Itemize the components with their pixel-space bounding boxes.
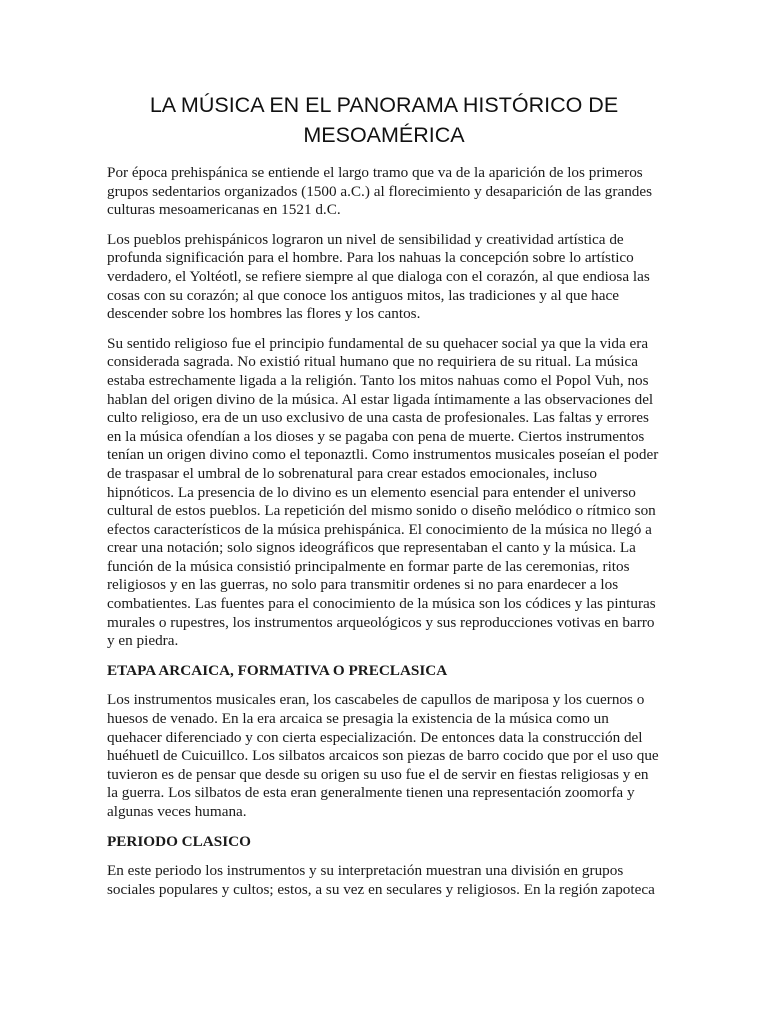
title-line-1: LA MÚSICA EN EL PANORAMA HISTÓRICO DE — [149, 93, 619, 117]
title-line-2: MESOAMÉRICA — [303, 123, 465, 147]
classic-paragraph: En este periodo los instrumentos y su interpretación muestran una división en grupos sociales populares y cultos; estos, a su vez en seculares y religiosos. En la región zapoteca — [107, 862, 655, 898]
intro-paragraph: Por época prehispánica se entiende el largo tramo que va de la aparición de los primeros grupos sedentarios organizados (1500 a.C.) al florecimiento y desaparición de las grandes culturas mesoamericanas en 1521 d.C. — [107, 164, 653, 219]
document-body — [107, 164, 661, 910]
archaic-paragraph: Los instrumentos musicales eran, los cascabeles de capullos de mariposa y los cuernos o huesos de venado. En la era arcaica se presagia la existencia de la música como un quehacer diferenciado y con cierta especialización. De entonces data la construcción del huéhuetl de Cuicuillco. Los silbatos arcaicos son piezas de barro cocido que por el uso que tuvieron es de pensar que desde su origen su uso fue el de servir en fiestas religiosas y en la guerra. Los silbatos de esta eran generalmente tienen una representación zoomorfa y algunas veces humana. — [107, 691, 659, 820]
artistic-sensibility-paragraph: Los pueblos prehispánicos lograron un nivel de sensibilidad y creatividad artística de profunda significación para el hombre. Para los nahuas la concepción sobre lo artístico verdadero, el Yoltéotl, se refiere siempre al que dialoga con el corazón, al que endiosa las cosas con su corazón; al que conoce los antiguos mitos, las tradiciones y al que hace descender sobre los hombres las flores y los cantos. — [107, 230, 650, 323]
page-title — [100, 90, 668, 150]
section-heading-classic: PERIODO CLASICO — [107, 832, 251, 850]
religious-sense-paragraph: Su sentido religioso fue el principio fundamental de su quehacer social ya que la vida era considerada sagrada. No existió ritual humano que no requiriera de su ritual. La música estaba estrechamente ligada a la religión. Tanto los mitos nahuas como el Popol Vuh, nos hablan del origen divino de la música. Al estar ligada íntimamente a las observaciones del culto religioso, era de un uso exclusivo de una casta de profesionales. Las faltas y errores en la música ofendían a los dioses y se pagaba con pena de muerte. Ciertos instrumentos tenían un origen divino como el teponaztli. Como instrumentos musicales poseían el poder de traspasar el umbral de lo sobrenatural para crear estados emocionales, incluso hipnóticos. La presencia de lo divino es un elemento esencial para entender el universo cultural de estos pueblos. La repetición del mismo sonido o diseño melódico o rítmico son efectos característicos de la música prehispánica. El conocimiento de la música no llegó a crear una notación; solo signos ideográficos que representaban el canto y la música. La función de la música consistió principalmente en formar parte de las ceremonias, ritos religiosos y en las guerras, no solo para transmitir ordenes si no para enardecer a los combatientes. Las fuentes para el conocimiento de la música son los códices y las pinturas murales o rupestres, los instrumentos arqueológicos y sus reproducciones votivas en barro y en piedra. — [107, 334, 659, 650]
section-heading-archaic: ETAPA ARCAICA, FORMATIVA O PRECLASICA — [107, 661, 448, 679]
